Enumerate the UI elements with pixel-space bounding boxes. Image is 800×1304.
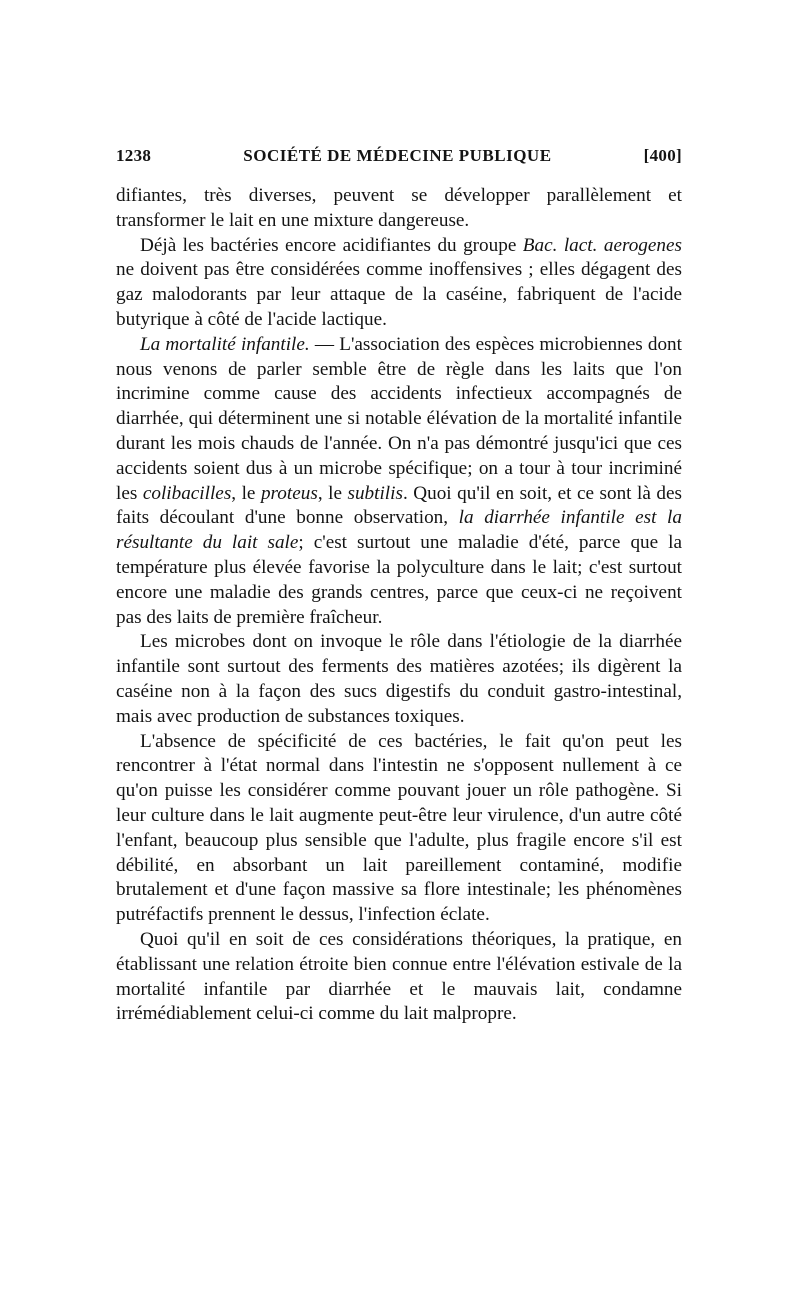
italic-statement: la diarrhée infantile est la résultante du lait sale — [116, 507, 682, 554]
paragraph-3-text-d: . Quoi qu'il en soit, et ce sont là des faits découlant d'une bonne observation, — [116, 482, 682, 529]
paragraph-3-text-b: , le — [231, 482, 261, 504]
paragraph-2-text-a: Déjà les bactéries encore acidifiantes du groupe — [140, 234, 523, 256]
paragraph-2 — [116, 234, 682, 333]
book-page — [116, 146, 682, 1027]
paragraph-3-text-e: ; c'est surtout une maladie d'été, parce que la température plus élevée favorise la polyculture dans le lait; c'est surtout encore une maladie des grands centres, parce que ceux-ci ne reçoivent pas des laits de première fraîcheur. — [116, 532, 682, 628]
running-title: SOCIÉTÉ DE MÉDECINE PUBLIQUE — [243, 146, 552, 165]
paragraph-4: Les microbes dont on invoque le rôle dans l'étiologie de la diarrhée infantile sont surtout des ferments des matières azotées; ils digèrent la caséine non à la façon des sucs digestifs du conduit gastro-intestinal, mais avec production de substances toxiques. — [116, 631, 682, 727]
paragraph-6: Quoi qu'il en soit de ces considérations théoriques, la pratique, en établissant une relation étroite bien connue entre l'élévation estivale de la mortalité infantile par diarrhée et le mauvais lait, condamne irrémédiablement celui-ci comme du lait malpropre. — [116, 928, 682, 1025]
paragraph-2-text-b: ne doivent pas être considérées comme inoffensives ; elles dégagent des gaz malodorants par leur attaque de la caséine, fabriquent de l'acide butyrique à côté de l'acide lactique. — [116, 259, 682, 330]
bracket-number: [400] — [643, 146, 682, 165]
running-head — [116, 146, 682, 166]
paragraph-5: L'absence de spécificité de ces bactéries, le fait qu'on peut les rencontrer à l'état normal dans l'intestin ne s'opposent nullement à ce qu'on puisse les considérer comme pouvant jouer un rôle pathogène. Si leur culture dans le lait augmente peut-être leur virulence, d'un autre côté l'enfant, beaucoup plus sensible que l'adulte, plus fragile encore s'il est débilité, en absorbant un lait pareillement contaminé, modifie brutalement et d'une façon massive sa flore intestinale; les phénomènes putréfactifs prennent le dessus, l'infection éclate. — [116, 730, 682, 926]
body-text — [116, 184, 682, 1027]
page-number: 1238 — [116, 146, 152, 165]
italic-colibacilles: colibacilles — [142, 482, 232, 504]
paragraph-3-text-c: , le — [317, 482, 348, 504]
italic-subtilis: subtilis — [347, 482, 403, 504]
paragraph-1: difiantes, très diverses, peuvent se développer parallèlement et transformer le lait en une mixture dangereuse. — [116, 185, 682, 231]
italic-proteus: proteus — [260, 482, 318, 504]
section-heading: La mortalité infantile. — [140, 333, 310, 355]
species-name: Bac. lact. aerogenes — [522, 234, 682, 256]
paragraph-3 — [116, 333, 682, 631]
paragraph-3-text-a: — L'association des espèces microbiennes dont nous venons de parler semble être de règle dans les laits que l'on incrimine comme cause des accidents infectieux accompagnés de diarrhée, qui déterminent une si notable élévation de la mortalité infantile durant les mois chauds de l'année. On n'a pas démontré jusqu'ici que ces accidents soient dus à un microbe spécifique; on a tour à tour incriminé les — [116, 333, 682, 504]
